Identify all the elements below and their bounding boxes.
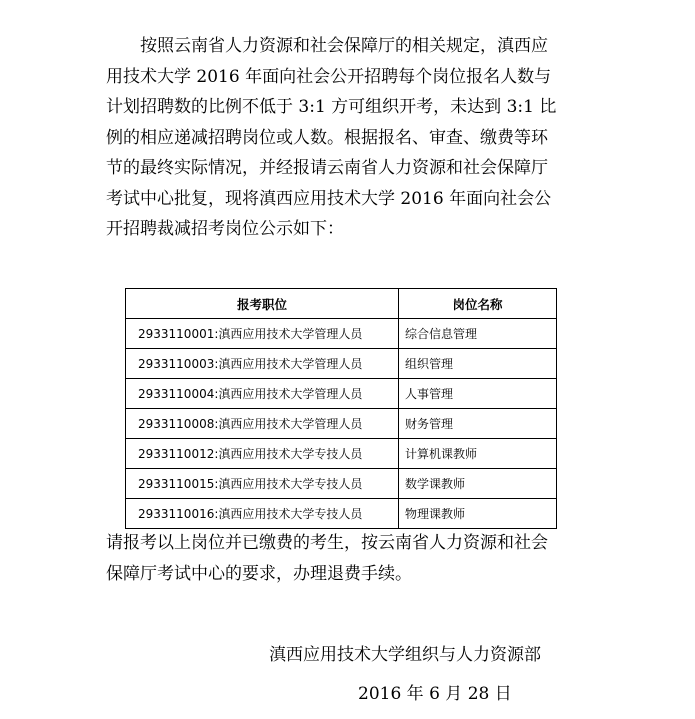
position-code-cell: 2933110015:滇西应用技术大学专技人员 (126, 469, 399, 499)
table-header-row (126, 289, 557, 319)
intro-line: 开招聘裁减招考岗位公示如下： (106, 219, 344, 239)
position-code-cell: 2933110016:滇西应用技术大学专技人员 (126, 499, 399, 529)
position-name-cell: 财务管理 (399, 409, 557, 439)
closing-line: 请报考以上岗位并已缴费的考生，按云南省人力资源和社会 (106, 533, 548, 553)
position-code-cell: 2933110003:滇西应用技术大学管理人员 (126, 349, 399, 379)
closing-line: 保障厅考试中心的要求，办理退费手续。 (106, 563, 412, 584)
intro-line: 考试中心批复，现将滇西应用技术大学 2016 年面向社会公 (106, 188, 552, 209)
table-row (126, 379, 557, 409)
signature-date: 2016 年 6 月 28 日 (358, 684, 512, 704)
table-row (126, 319, 557, 349)
intro-line: 计划招聘数的比例不低于 3:1 方可组织开考，未达到 3:1 比 (106, 97, 557, 117)
intro-line: 例的相应递减招聘岗位或人数。根据报名、审查、缴费等环 (106, 127, 548, 148)
position-name-cell: 计算机课教师 (399, 439, 557, 469)
table-row (126, 499, 557, 529)
table-row (126, 469, 557, 499)
header-position-code: 报考职位 (126, 289, 399, 319)
table-row (126, 349, 557, 379)
table-row (126, 409, 557, 439)
position-name-cell: 人事管理 (399, 379, 557, 409)
intro-paragraph (106, 31, 590, 245)
position-code-cell: 2933110012:滇西应用技术大学专技人员 (126, 439, 399, 469)
position-code-cell: 2933110004:滇西应用技术大学管理人员 (126, 379, 399, 409)
position-name-cell: 组织管理 (399, 349, 557, 379)
closing-paragraph (106, 528, 590, 589)
position-name-cell: 物理课教师 (399, 499, 557, 529)
positions-table (125, 288, 557, 529)
intro-line: 节的最终实际情况，并经报请云南省人力资源和社会保障厅 (106, 158, 548, 178)
table-row (126, 439, 557, 469)
position-name-cell: 综合信息管理 (399, 319, 557, 349)
header-position-name: 岗位名称 (399, 289, 557, 319)
intro-line: 用技术大学 2016 年面向社会公开招聘每个岗位报名人数与 (106, 66, 552, 87)
position-code-cell: 2933110001:滇西应用技术大学管理人员 (126, 319, 399, 349)
position-name-cell: 数学课教师 (399, 469, 557, 499)
intro-line: 按照云南省人力资源和社会保障厅的相关规定，滇西应 (140, 36, 548, 56)
signature-organization: 滇西应用技术大学组织与人力资源部 (269, 645, 541, 665)
position-code-cell: 2933110008:滇西应用技术大学管理人员 (126, 409, 399, 439)
